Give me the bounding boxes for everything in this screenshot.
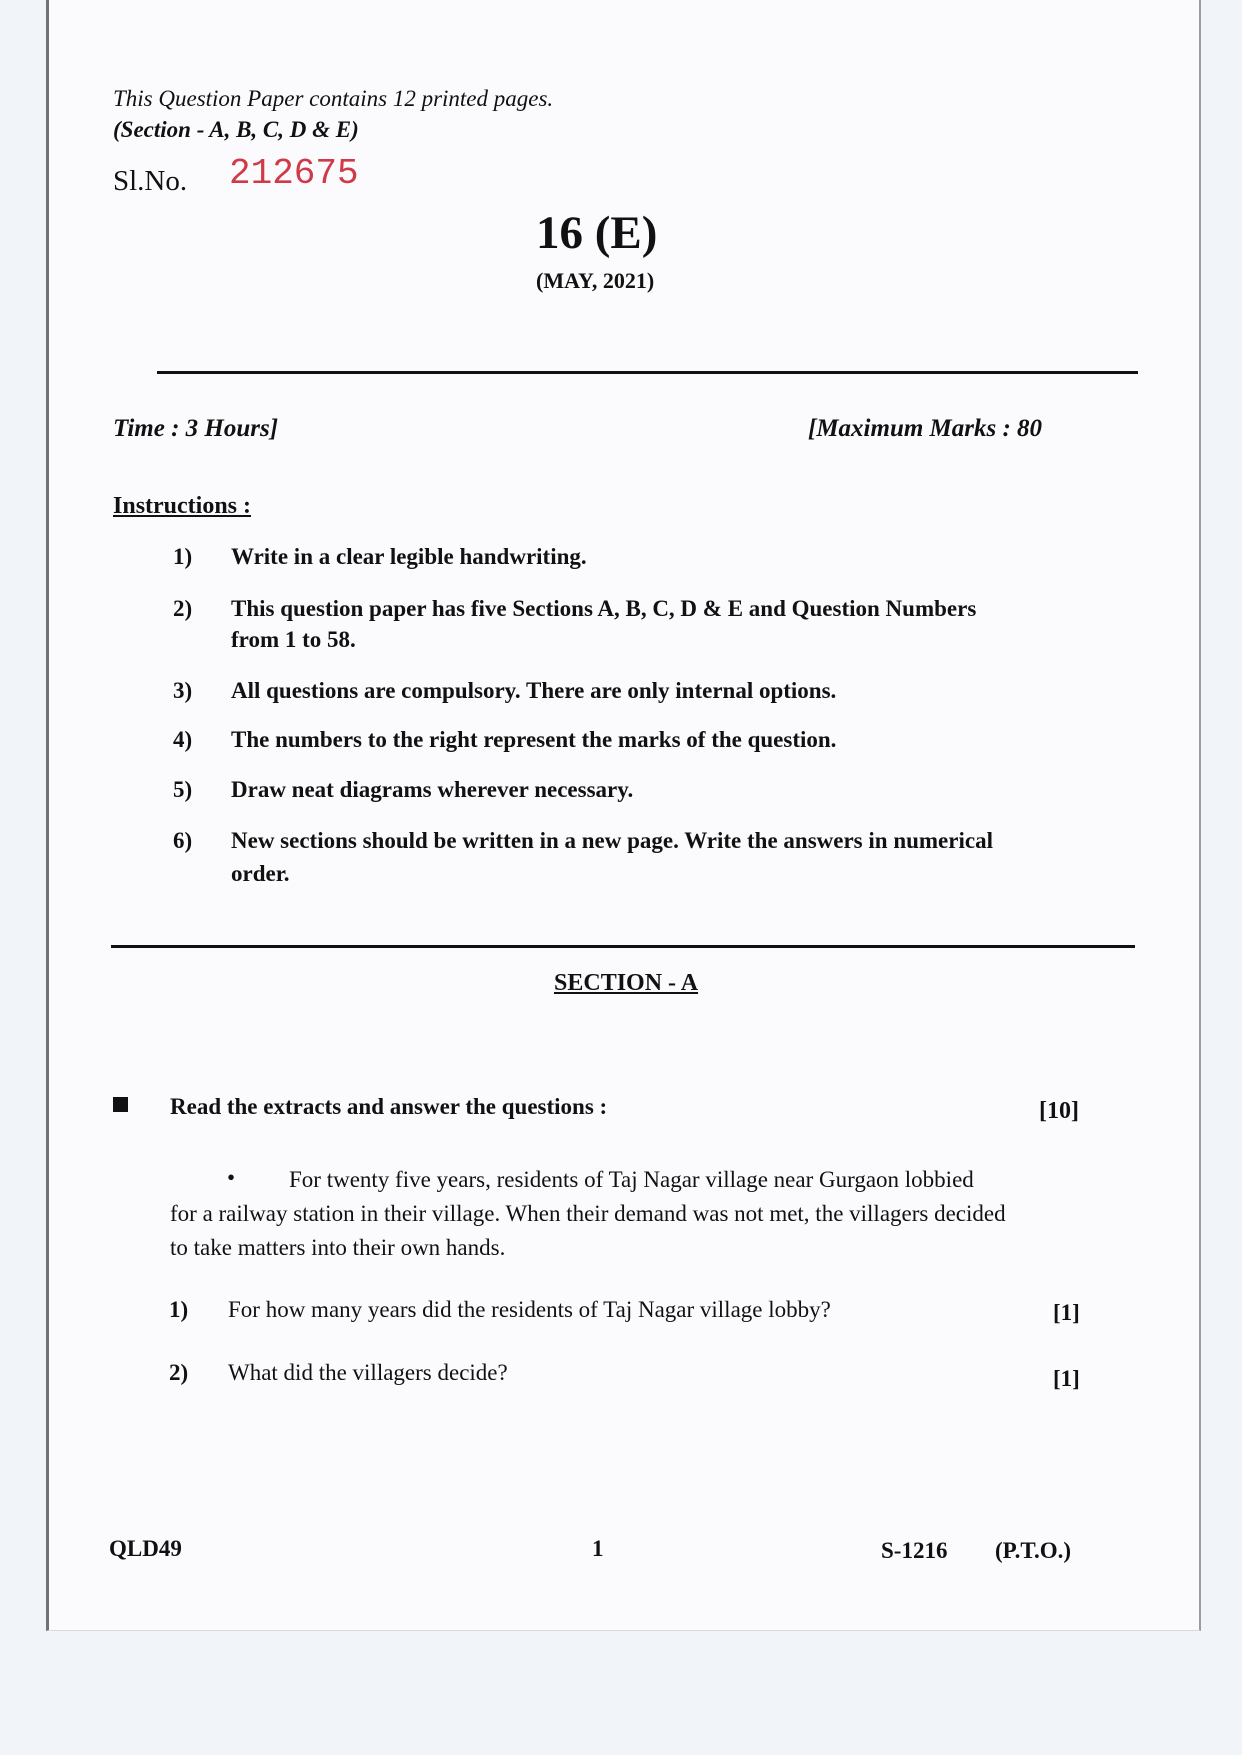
extract-line: For twenty five years, residents of Taj Nagar village near Gurgaon lobbied: [289, 1167, 974, 1192]
page-number: 1: [592, 1536, 604, 1561]
pto-note: (P.T.O.): [995, 1538, 1072, 1563]
instruction-text: New sections should be written in a new page. Write the answers in numerical: [231, 828, 993, 853]
instruction-text: This question paper has five Sections A, B, C, D & E and Question Numbers: [231, 596, 977, 621]
serial-label: Sl.No.: [113, 165, 188, 197]
instruction-text-continued: order.: [231, 861, 290, 886]
square-bullet-icon: [113, 1097, 128, 1112]
question-marks: [1]: [1053, 1366, 1080, 1391]
question-number: 1): [169, 1297, 189, 1322]
sections-line: (Section - A, B, C, D & E): [113, 117, 359, 142]
instruction-text: Write in a clear legible handwriting.: [231, 544, 587, 569]
instruction-text: The numbers to the right represent the marks of the question.: [231, 727, 837, 752]
instruction-number: 4): [173, 727, 193, 752]
series-code: S-1216: [881, 1538, 948, 1563]
time-allowed: Time : 3 Hours]: [113, 415, 279, 442]
extract-bullet: •: [227, 1165, 236, 1190]
paper-code: 16 (E): [536, 207, 658, 259]
section-a-marks: [10]: [1039, 1098, 1079, 1124]
instruction-text: Draw neat diagrams wherever necessary.: [231, 777, 634, 802]
instruction-number: 5): [173, 777, 193, 802]
instruction-number: 2): [173, 596, 193, 621]
instructions-title: Instructions :: [113, 493, 252, 519]
instruction-number: 6): [173, 828, 193, 853]
instruction-number: 3): [173, 678, 193, 703]
footer-code: QLD49: [109, 1536, 182, 1561]
question-text: For how many years did the residents of Taj Nagar village lobby?: [228, 1297, 831, 1322]
section-a-title: SECTION - A: [554, 970, 699, 996]
extract-line: to take matters into their own hands.: [170, 1235, 506, 1260]
serial-number: 212675: [229, 153, 359, 194]
instruction-text-continued: from 1 to 58.: [231, 627, 356, 652]
question-number: 2): [169, 1360, 189, 1385]
question-marks: [1]: [1053, 1300, 1080, 1325]
extract-line: for a railway station in their village. When their demand was not met, the villagers decided: [170, 1201, 1006, 1226]
pages-line: This Question Paper contains 12 printed pages.: [113, 86, 554, 111]
question-text: What did the villagers decide?: [228, 1360, 508, 1385]
exam-session: (MAY, 2021): [536, 268, 655, 293]
instructions-divider: [111, 945, 1135, 948]
instruction-number: 1): [173, 544, 193, 569]
header-divider: [157, 371, 1138, 374]
exam-page: [46, 0, 1201, 1631]
maximum-marks: [Maximum Marks : 80: [808, 415, 1043, 442]
section-a-prompt: Read the extracts and answer the questions :: [170, 1094, 608, 1119]
instruction-text: All questions are compulsory. There are only internal options.: [231, 678, 837, 703]
